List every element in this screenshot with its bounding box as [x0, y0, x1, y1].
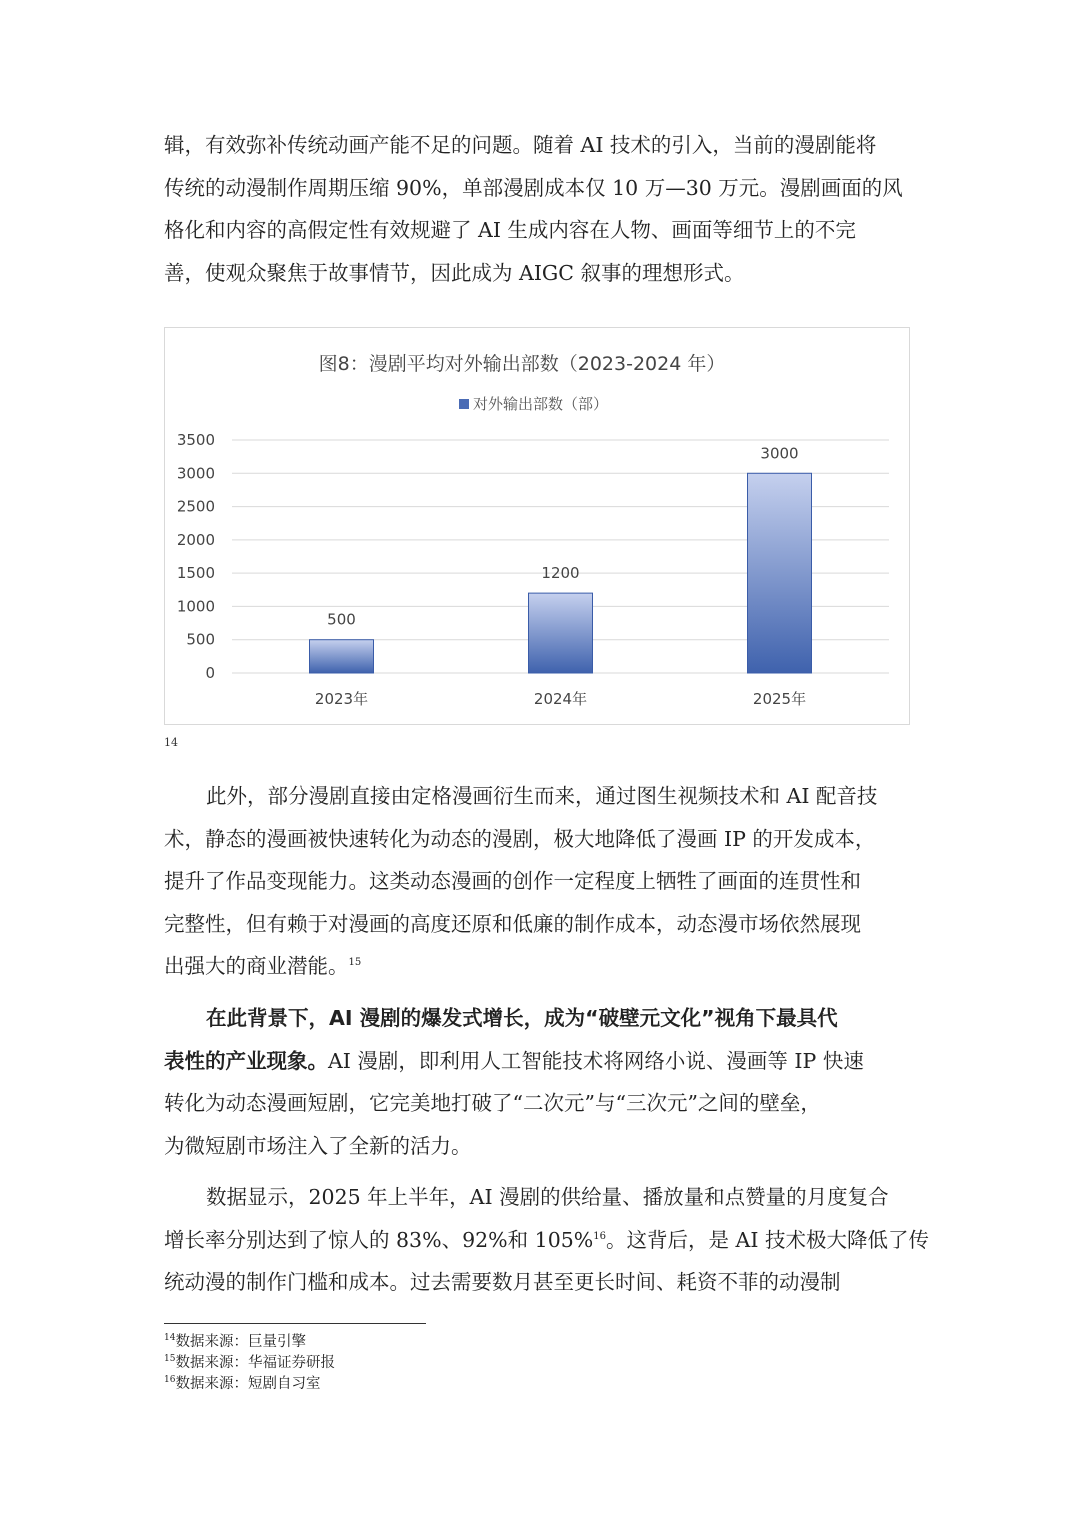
y-tick-label: 3000 [176, 464, 215, 483]
paragraph-line: 术，静态的漫画被快速转化为动态的漫剧，极大地降低了漫画 IP 的开发成本， [164, 826, 876, 851]
y-tick-label: 0 [205, 664, 215, 682]
paragraph-line: 辑，有效弥补传统动画产能不足的问题。随着 AI 技术的引入，当前的漫剧能将 [164, 133, 877, 157]
footnotes [164, 1332, 335, 1395]
chart-title: 图8：漫剧平均对外输出部数（2023-2024 年） [318, 353, 726, 375]
paragraph-3 [164, 997, 916, 1167]
paragraph-line: 格化和内容的高假定性有效规避了 AI 生成内容在人物、画面等细节上的不完 [164, 218, 856, 242]
figure-source-ref: 14 [164, 736, 178, 749]
data-label: 1200 [541, 564, 580, 583]
bar [310, 640, 374, 673]
x-tick-label: 2023年 [314, 690, 369, 708]
data-label: 3000 [760, 444, 799, 463]
paragraph-line: 传统的动漫制作周期压缩 90%，单部漫剧成本仅 10 万—30 万元。漫剧画面的风 [164, 175, 903, 200]
paragraph-4 [164, 1176, 929, 1304]
y-tick-label: 500 [186, 630, 215, 649]
y-tick-label: 2000 [176, 530, 215, 549]
chart-legend [459, 395, 608, 413]
paragraph-line: 数据显示，2025 年上半年，AI 漫剧的供给量、播放量和点赞量的月度复合 [206, 1185, 889, 1209]
legend-swatch [459, 399, 469, 409]
footnote-item: $^{15}$数据来源：华福证券研报 [164, 1354, 335, 1371]
chart-canvas [165, 328, 909, 724]
y-tick-label: 2500 [176, 497, 215, 516]
bar [748, 473, 812, 673]
paragraph-line: 出强大的商业潜能。$^{15}$ [164, 954, 362, 978]
footnote-marker: 15 [348, 957, 362, 969]
footnote-marker: 16 [593, 1230, 607, 1242]
paragraph-line: 此外，部分漫剧直接由定格漫画衍生而来，通过图生视频技术和 AI 配音技 [206, 784, 878, 808]
footnote-item: $^{16}$数据来源：短剧自习室 [164, 1375, 321, 1392]
paragraph-line: 转化为动态漫画短剧，它完美地打破了“二次元”与“三次元”之间的壁垒， [164, 1091, 821, 1115]
y-tick-label: 3500 [176, 431, 215, 449]
footnote-item: $^{14}$数据来源：巨量引擎 [164, 1333, 306, 1350]
bar [529, 593, 593, 673]
paragraph-2 [164, 775, 916, 988]
x-tick-label: 2024年 [533, 690, 588, 708]
paragraph-line: 表性的产业现象。AI 漫剧，即利用人工智能技术将网络小说、漫画等 IP 快速 [164, 1048, 864, 1073]
paragraph-line: 在此背景下，AI 漫剧的爆发式增长，成为“破壁元文化”视角下最具代 [206, 1006, 838, 1030]
paragraph-line: 提升了作品变现能力。这类动态漫画的创作一定程度上牺牲了画面的连贯性和 [164, 869, 861, 893]
paragraph-line: 统动漫的制作门槛和成本。过去需要数月甚至更长时间、耗资不菲的动漫制 [164, 1270, 841, 1294]
paragraph-line: 增长率分别达到了惊人的 83%、92%和 105%$^{16}$。这背后，是 AI 技术极大降低了传 [164, 1227, 929, 1252]
paragraph-line: 为微短剧市场注入了全新的活力。 [164, 1133, 472, 1158]
data-label: 500 [327, 610, 356, 629]
bar-chart [164, 327, 910, 725]
paragraph-1 [164, 124, 916, 294]
paragraph-line: 善，使观众聚焦于故事情节，因此成为 AIGC 叙事的理想形式。 [164, 260, 745, 285]
y-tick-label: 1500 [176, 564, 215, 583]
x-tick-label: 2025年 [752, 690, 807, 708]
y-tick-label: 1000 [176, 597, 215, 616]
paragraph-line: 完整性，但有赖于对漫画的高度还原和低廉的制作成本，动态漫市场依然展现 [164, 911, 861, 936]
legend-label: 对外输出部数（部） [473, 395, 609, 413]
footnote-divider [164, 1323, 426, 1324]
